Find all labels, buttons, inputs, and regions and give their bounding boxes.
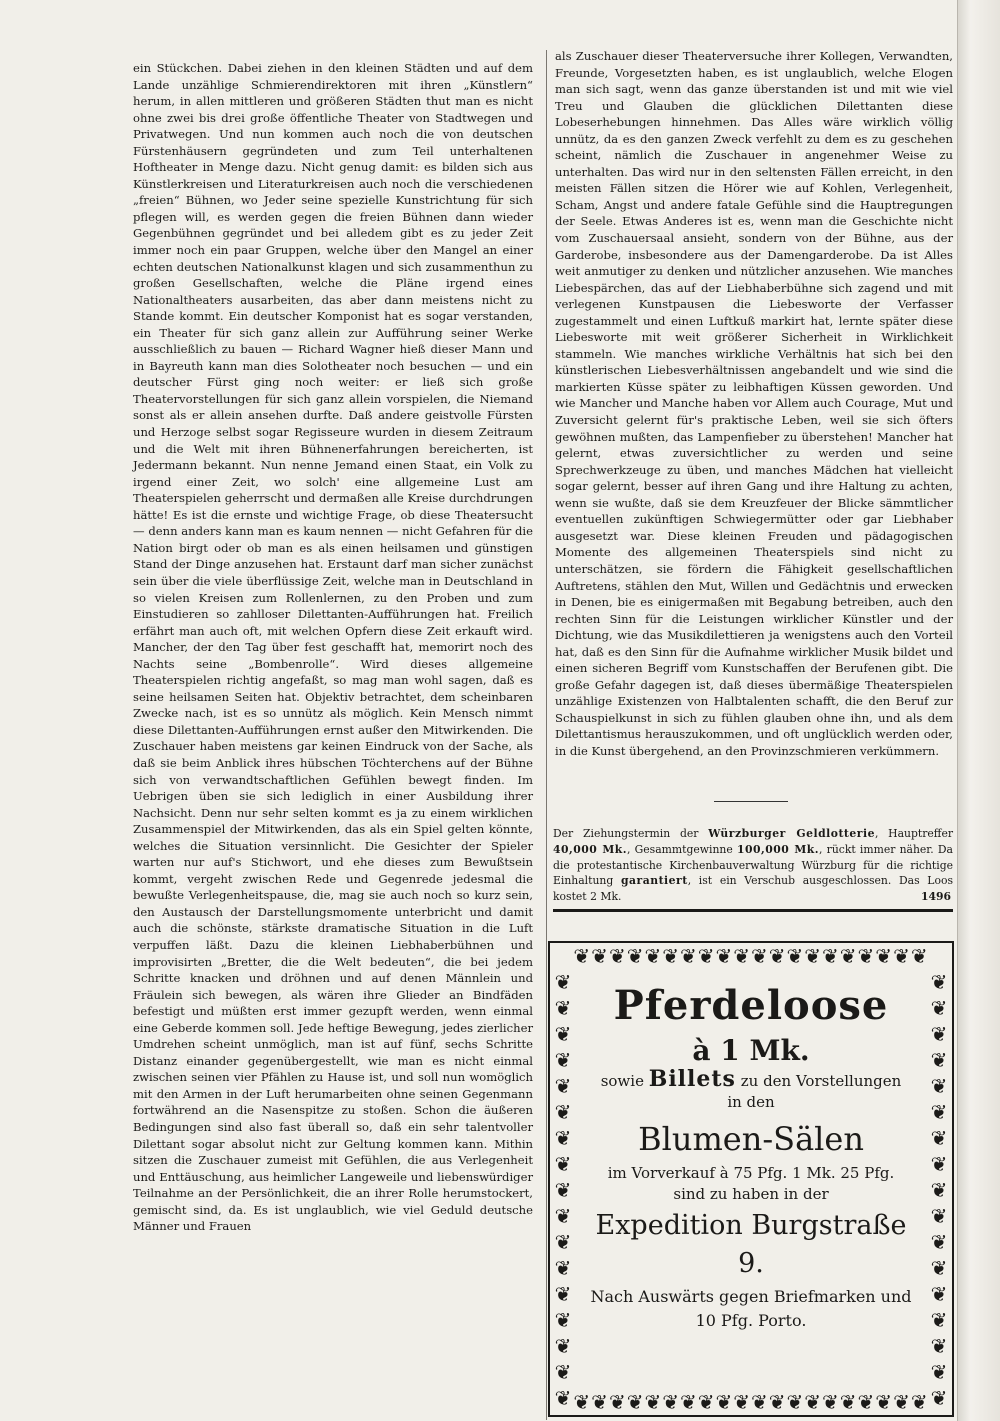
page-edge bbox=[957, 0, 1000, 1421]
lottery-total-prizes: 100,000 Mk. bbox=[736, 842, 820, 856]
lottery-pre: Der Ziehungstermin der bbox=[553, 827, 699, 840]
ad-vorstellungen: zu den Vorstellungen bbox=[740, 1072, 902, 1090]
ornament-border-right: ❦❦❦❦❦❦❦❦❦❦❦❦❦❦❦❦❦ bbox=[930, 970, 948, 1410]
ad-price: à 1 Mk. bbox=[692, 1034, 810, 1067]
right-column-text: als Zuschauer dieser Theaterversuche ihrer Kollegen, Verwandten, Freunde, Vorgesetzten haben, es ist unglaublich, welche Elogen man sich sagt, wenn das ganze überstanden ist und mit wie viel Treu und Glauben die glücklichen Dilettanten diese Lobeserhebungen hinnehmen. Das Alles wäre wirklich völlig unnütz, da es den ganzen Zweck verfehlt zu dem es zu geschehen scheint, nämlich die Zuschauer in angenehmer Weise zu unterhalten. Das wird nur in den seltensten Fällen erreicht, in den meisten Fällen sitzen die Hörer wie auf Kohlen, Verlegenheit, Scham, Angst und andere fatale Gefühle sind die Hauptregungen der Seele. Etwas Anderes ist es, wenn man die Geschichte nicht vom Zuschauersaal ansieht, sondern von der Bühne, aus der Garderobe, insbesondere aus der Damengarderobe. Da ist Alles weit anmutiger zu denken und nützlicher anzusehen. Wie manches Liebespärchen, das auf der Liebhaberbühne sich zagend und mit verlegenen Kunstpausen die Liebesworte der Verfasser zugestammelt und einen Luftkuß markirt hat, lernte später diese Liebesworte mit weit größerer Sicherheit in Wirklichkeit stammeln. Wie manches wirkliche Verhältnis hat sich bei den künstlerischen Liebesverhältnissen angebandelt und wie sind die markierten Küsse später zu leibhaftigen Küssen geworden. Und wie Mancher und Manche haben vor Allem auch Courage, Mut und Zuversicht gelernt für's praktische Leben, weil sie sich öfters gewöhnen mußten, das Lampenfieber zu überstehen! Mancher hat gelernt, etwas zuversichtlicher zu werden und seine Sprechwerkzeuge zu üben, und manches Mädchen hat vielleicht sogar gelernt, besser auf ihren Gang und ihre Haltung zu achten, wenn sie wußte, daß sie dem Kreuzfeuer der Blicke sämmtlicher eventuellen zukünftigen Schwiegermütter oder gar Liebhaber ausgesetzt war. Diese kleinen Freuden und pädagogischen Momente des allgemeinen Theaterspiels sind nicht zu unterschätzen, sie fördern die Fähigkeit gesellschaftlichen Auftretens, stählen den Mut, Willen und Gedächtnis und erwecken in Denen, bie es einigermaßen mit Begabung betreiben, auch den rechten Sinn für die Leistungen wirklicher Künstler und der Dichtung, wie das Musikdilettieren ja wenigstens auch den Vorteil hat, daß es den Sinn für die Aufnahme wirklicher Musik bildet und einen sicheren Begriff vom Kunstschaffen der Berufenen gibt. Die große Gefahr dagegen ist, daß dieses übermäßige Theaterspielen unzählige Existenzen von Halbtalenten schafft, die den Beruf zur Schauspielkunst in sich zu fühlen glauben ohne ihn, und als dem Dilettantismus herauszukommen, und oft unglücklich werden oder, in die Kunst übergehend, an den Provinzschmieren verkümmern. bbox=[555, 49, 953, 758]
ad-postage: 10 Pfg. Porto. bbox=[695, 1311, 807, 1330]
ad-halls: Blumen-Sälen bbox=[638, 1120, 864, 1158]
lottery-name: Würzburger Geldlotterie bbox=[708, 827, 875, 840]
lottery-guaranteed: garantiert bbox=[620, 874, 688, 888]
lottery-mid3: , rückt immer näher. Da die protestantische Kirchenbauverwaltung Würzburg für die richtige Einhaltung bbox=[553, 842, 953, 888]
ornament-border-top: ❦❦❦❦❦❦❦❦❦❦❦❦❦❦❦❦❦❦❦❦ bbox=[573, 944, 929, 968]
lottery-notice bbox=[553, 826, 953, 905]
ad-title: Pferdeloose bbox=[613, 982, 889, 1029]
ornament-border-left: ❦❦❦❦❦❦❦❦❦❦❦❦❦❦❦❦❦ bbox=[554, 970, 572, 1410]
section-separator bbox=[714, 801, 788, 802]
ornament-border-bottom: ❦❦❦❦❦❦❦❦❦❦❦❦❦❦❦❦❦❦❦❦ bbox=[573, 1390, 929, 1414]
ad-available: sind zu haben in der bbox=[673, 1185, 829, 1203]
right-column bbox=[555, 48, 953, 760]
lottery-mid2: , Gesammtgewinne bbox=[627, 842, 733, 856]
ad-billets: Billets bbox=[648, 1066, 736, 1092]
ad-expedition: Expedition Burgstraße 9. bbox=[595, 1210, 907, 1279]
ad-outside: Nach Auswärts gegen Briefmarken und bbox=[590, 1287, 912, 1306]
ad-billets-line bbox=[584, 1066, 918, 1092]
ad-top-rule bbox=[553, 909, 953, 912]
lottery-main-prize: 40,000 Mk. bbox=[553, 842, 628, 856]
ad-in-den: in den bbox=[727, 1093, 775, 1111]
left-column bbox=[133, 60, 533, 1405]
pferdeloose-advertisement bbox=[548, 941, 954, 1417]
lottery-number: 1496 bbox=[920, 890, 951, 904]
column-rule bbox=[546, 50, 547, 1420]
left-column-text: ein Stückchen. Dabei ziehen in den kleinen Städten und auf dem Lande unzählige Schmierendirektoren mit ihren „Künstlern“ herum, in allen mittleren und größeren Städten thut man es nicht ohne zwei bis drei große öffentliche Theater von Stadtwegen und Privatwegen. Und nun kommen auch noch die von deutschen Fürstenhäusern gegründeten und zum Teil unterhaltenen Hoftheater in Menge dazu. Nicht genug damit: es bilden sich aus Künstlerkreisen und Literaturkreisen auch noch die verschiedenen „freien“ Bühnen, wo Jeder seine spezielle Kunstrichtung für sich pflegen will, es werden gegen die freien Bühnen dann wieder Gegenbühnen gegründet und bei alledem gibt es zu jeder Zeit immer noch ein paar Gruppen, welche über den Mangel an einer echten deutschen Nationalkunst klagen und sich zusammenthun zu großen Gesellschaften, welche die Pläne irgend eines Nationaltheaters ausarbeiten, das aber dann meistens nicht zu Stande kommt. Ein deutscher Komponist hat es sogar verstanden, ein Theater für sich ganz allein zur Aufführung seiner Werke ausschließlich zu bauen — Richard Wagner hieß dieser Mann und in Bayreuth kann man dies Solotheater noch besuchen — und ein deutscher Fürst ging noch weiter: er ließ sich große Theatervorstellungen für sich ganz allein vorspielen, die Niemand sonst als er allein ansehen durfte. Daß andere geistvolle Fürsten und Herzoge selbst sogar Regisseure wurden in diesem Zeitraum und die Welt mit ihren Bühnenerfahrungen bereicherten, ist Jedermann bekannt. Nun nenne Jemand einen Staat, ein Volk zu irgend einer Zeit, wo solch' eine allgemeine Lust am Theaterspielen geherrscht und dermaßen alle Kreise durchdrungen hätte! Es ist die ernste und wichtige Frage, ob diese Theatersucht — denn anders kann man es kaum nennen — nicht Gefahren für die Nation birgt oder ob man es als einen heilsamen und günstigen Stand der Dinge anzusehen hat. Erstaunt darf man sicher zunächst sein über die viele überflüssige Zeit, welche man in Deutschland in so vielen Kreisen zum Rollenlernen, zu den Proben und zum Einstudieren so zahlloser Dilettanten-Aufführungen hat. Freilich erfährt man auch oft, mit welchen Opfern diese Zeit erkauft wird. Mancher, der den Tag über fest geschafft hat, memorirt noch des Nachts seine „Bombenrolle“. Wird dieses allgemeine Theaterspielen richtig angefaßt, so mag man wohl sagen, daß es seine heilsamen Seiten hat. Objektiv betrachtet, dem scheinbaren Zwecke nach, ist es so unnütz als möglich. Kein Mensch nimmt diese Dilettanten-Aufführungen ernst außer den Mitwirkenden. Die Zuschauer haben meistens gar keinen Eindruck von der Sache, als daß sie beim Anblick ihres hübschen Töchterchens auf der Bühne sich von verwandtschaftlichen Gefühlen bewegt finden. Im Uebrigen üben sie sich lediglich in einer Ausbildung ihrer Nachsicht. Denn nur sehr selten kommt es ja zu einem wirklichen Zusammenspiel der Mitwirkenden, das als ein Spiel gelten könnte, welches die Situation versinnlicht. Die Gesichter der Spieler warten nur auf's Stichwort, und ehe dieses zum Bewußtsein kommt, vergeht zwischen Rede und Gegenrede jedesmal die bewußte Verlegenheitspause, die, mag sie auch noch so kurz sein, den Austausch der Darstellungsmomente unterbricht und damit auch die schönste, stärkste dramatische Situation in die Luft verpuffen läßt. Dazu die kleinen Liebhaberbühnen und improvisirten „Bretter, die die Welt bedeuten“, die bei jedem Schritte knacken und dröhnen und auf denen Männlein und Fräulein sich bewegen, als wären ihre Glieder an Bindfäden befestigt und müßten erst immer gezupft werden, wenn einmal eine Geberde kommen soll. Jede heftige Bewegung, jedes zierlicher Umdrehen scheint unmöglich, man ist auf fünf, sechs Schritte Distanz einander gegenübergestellt, wie man es nicht einmal zwischen seinen vier Pfählen zu Hause ist, und soll nun womöglich mit den Armen in der Luft herumarbeiten ohne seinen Gegenmann fortwährend an die Nasenspitze zu stoßen. Schon die äußeren Bedingungen sind also fast überall so, daß ein sehr talentvoller Dilettant sogar absolut nicht zur Geltung kommen kann. Mithin sitzen die Zuschauer zumeist mit Gefühlen, die aus Verlegenheit und Enttäuschung, aus heimlicher Langeweile und liebenswürdiger Teilnahme an der Persönlichkeit, die an ihrer Rolle herumstockert, gemischt sind, da. Es ist unglaublich, wie viel Geduld deutsche Männer und Frauen bbox=[133, 61, 533, 1234]
ad-sowie: sowie bbox=[600, 1072, 644, 1090]
ad-content bbox=[584, 977, 918, 1381]
lottery-mid1: , Hauptreffer bbox=[874, 827, 953, 840]
ad-presale: im Vorverkauf à 75 Pfg. 1 Mk. 25 Pfg. bbox=[607, 1164, 895, 1182]
lottery-post: , ist ein Verschub ausgeschlossen. Das Loos kostet 2 Mk. bbox=[553, 874, 953, 904]
